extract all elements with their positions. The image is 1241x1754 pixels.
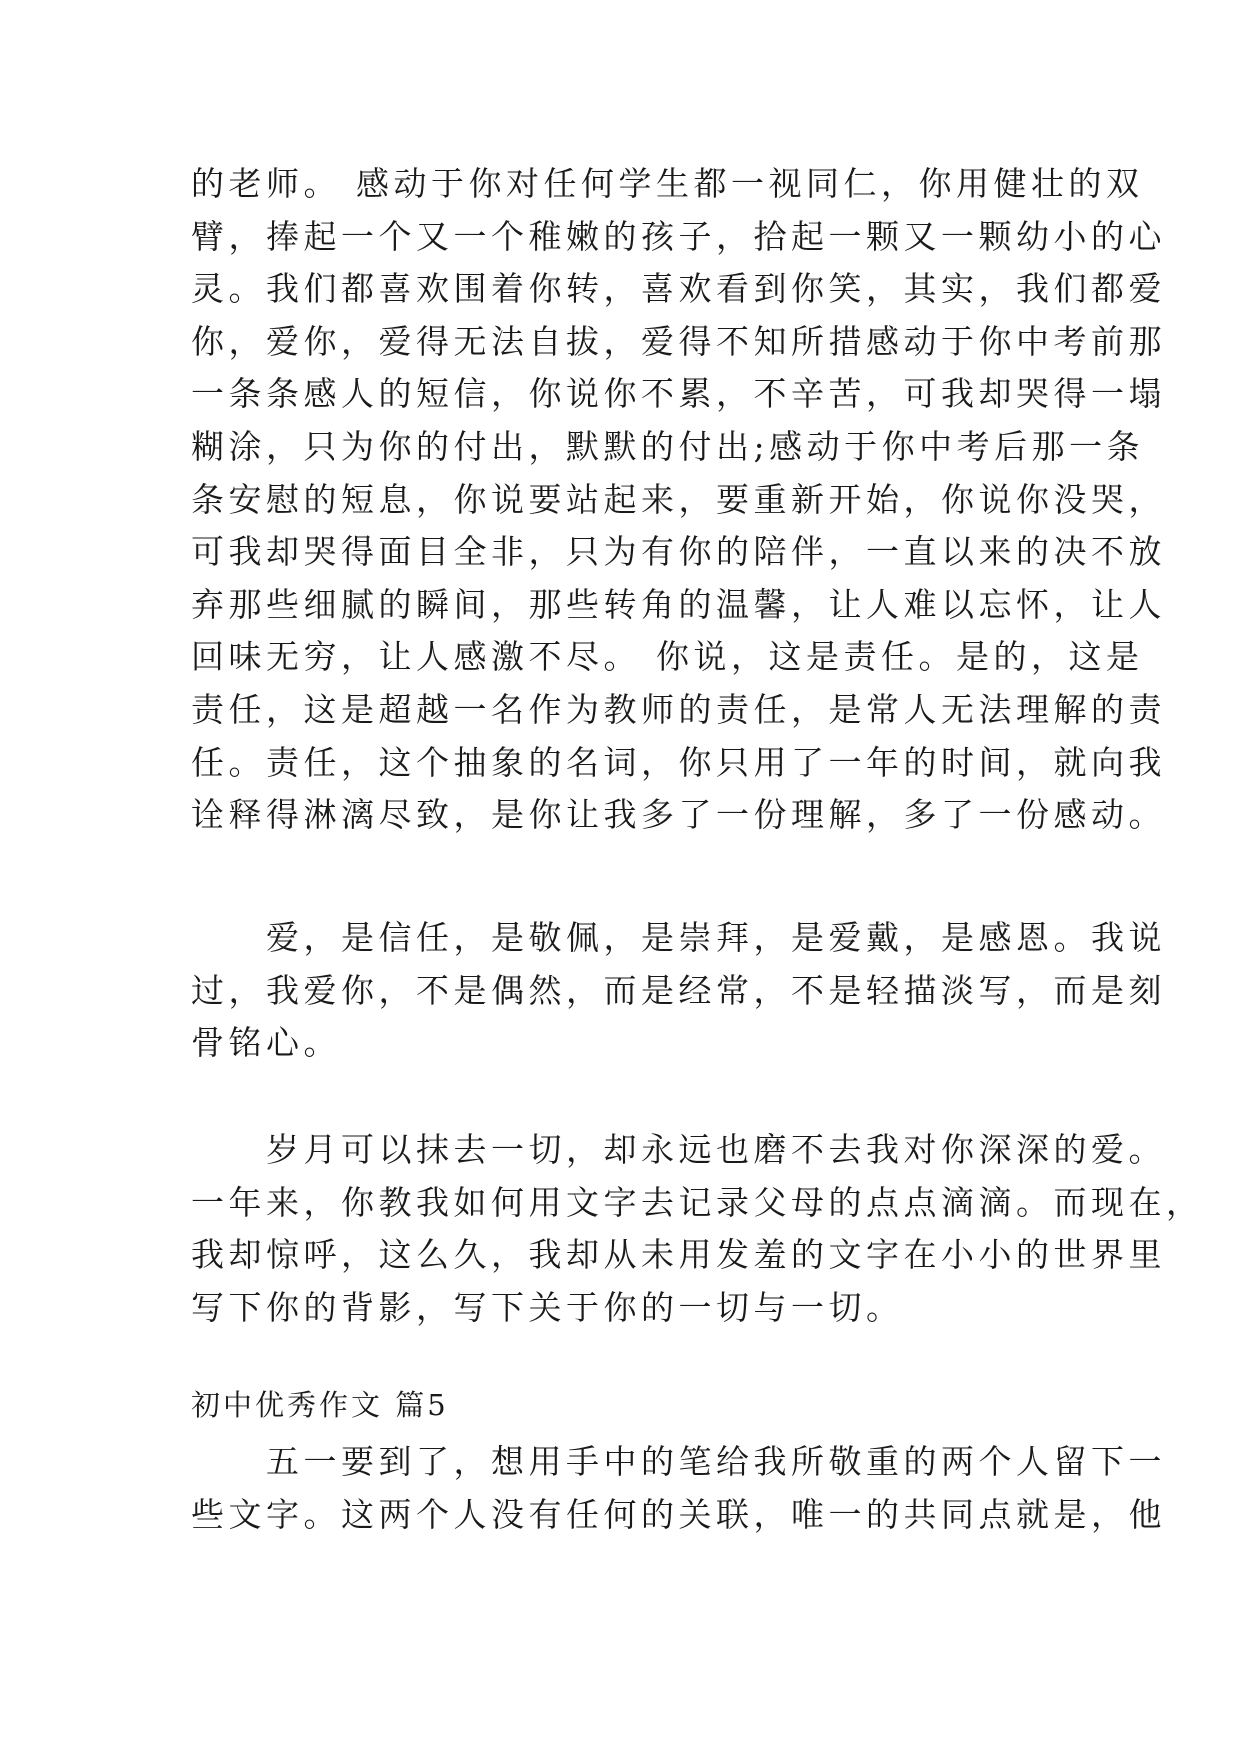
section-heading: 初中优秀作文 篇5 (191, 1388, 449, 1422)
paragraph-years: 岁月可以抹去一切，却永远也磨不去我对你深深的爱。 一年来，你教我如何用文字去记录父母的点点滴滴。而现在， 我却惊呼，这么久，我却从未用发羞的文字在小小的世界里 写下你的背影，写下关于你的一切与一切。 (191, 1130, 1204, 1327)
paragraph-may-day: 五一要到了，想用手中的笔给我所敬重的两个人留下一 些文字。这两个人没有任何的关联，唯一的共同点就是，他 (191, 1442, 1166, 1534)
paragraph-teacher-responsibility: 的老师。 感动于你对任何学生都一视同仁，你用健壮的双 臂，捧起一个又一个稚嫩的孩子，拾起一颗又一颗幼小的心 灵。我们都喜欢围着你转，喜欢看到你笑，其实，我们都爱 你，爱你，爱得无法自拔，爱得不知所措感动于你中考前那 一条条感人的短信，你说你不累，不辛苦，可我却哭得一塌 糊涂，只为你的付出，默默的付出;感动于你中考后那一条 条安慰的短息，你说要站起来，要重新开始，你说你没哭， 可我却哭得面目全非，只为有你的陪伴，一直以来的决不放 弃那些细腻的瞬间，那些转角的温馨，让人难以忘怀，让人 回味无穷，让人感激不尽。 你说，这是责任。是的，这是 责任，这是超越一名作为教师的责任，是常人无法理解的责 任。责任，这个抽象的名词，你只用了一年的时间，就向我 诠释得淋漓尽致，是你让我多了一份理解，多了一份感动。 (191, 164, 1166, 835)
paragraph-love: 爱，是信任，是敬佩，是崇拜，是爱戴，是感恩。我说 过，我爱你，不是偶然，而是经常，不是轻描淡写，而是刻 骨铭心。 (191, 918, 1166, 1063)
